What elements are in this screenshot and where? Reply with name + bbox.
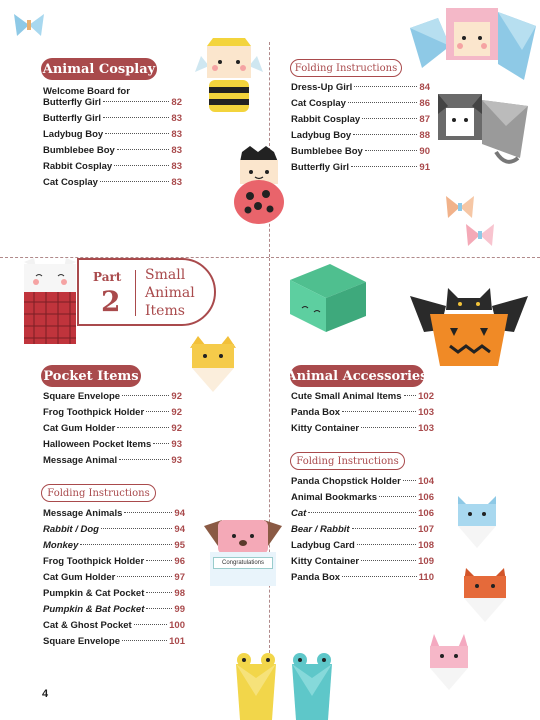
part-2-title-box [77, 258, 216, 326]
toc-entry[interactable] [43, 111, 182, 127]
toc-entry[interactable] [291, 554, 434, 570]
butterfly-girl-origami-icon [410, 6, 536, 82]
toc-entry-title: Kitty Container [291, 556, 360, 567]
toc-entry-title: Rabbit Cosplay [43, 161, 113, 172]
toc-entry[interactable] [291, 538, 434, 554]
toc-entry[interactable] [291, 405, 434, 421]
rabbit-bookmark-origami-icon [426, 634, 472, 692]
ladybug-boy-origami-icon [228, 146, 290, 226]
bumblebee-boy-origami-icon [195, 36, 263, 116]
pocket-items-list [43, 389, 182, 469]
toc-entry[interactable] [43, 175, 182, 191]
toc-entry-page: 103 [418, 407, 434, 418]
toc-entry-title: Dress-Up Girl [291, 82, 353, 93]
folding-instructions-list [43, 506, 185, 650]
toc-entry-title: Rabbit / Dog [43, 524, 99, 535]
toc-entry[interactable] [43, 127, 182, 143]
toc-entry-title: Monkey [43, 540, 79, 551]
toc-entry-page: 106 [418, 492, 434, 503]
toc-entry[interactable] [43, 159, 182, 175]
toc-entry-title: Welcome Board for [43, 86, 130, 97]
toc-entry[interactable] [291, 522, 434, 538]
toc-entry-page: 101 [169, 636, 185, 647]
toc-entry[interactable] [291, 490, 434, 506]
toc-entry[interactable] [43, 506, 185, 522]
toc-entry-page: 86 [419, 98, 430, 109]
folding-instructions-heading: Folding Instructions [41, 484, 156, 502]
toc-entry[interactable] [43, 522, 185, 538]
toc-entry-page: 83 [171, 129, 182, 140]
toc-entry-page: 108 [418, 540, 434, 551]
toc-entry-page: 82 [171, 97, 182, 108]
toc-entry-title: Ladybug Boy [43, 129, 104, 140]
toc-entry-title: Kitty Container [291, 423, 360, 434]
toc-entry-page: 99 [174, 604, 185, 615]
toc-entry[interactable] [291, 128, 430, 144]
toc-entry-page: 95 [174, 540, 185, 551]
cat-box-origami-icon [286, 262, 370, 334]
toc-entry-page: 98 [174, 588, 185, 599]
congratulations-card: Congratulations [213, 557, 273, 569]
toc-entry-title: Cat Cosplay [291, 98, 346, 109]
part-label: Part [93, 270, 122, 284]
toc-entry-title: Square Envelope [43, 391, 121, 402]
toc-entry-title: Halloween Pocket Items [43, 439, 152, 450]
toc-entry[interactable] [291, 421, 434, 437]
toc-entry[interactable] [43, 86, 182, 108]
toc-entry[interactable] [43, 405, 182, 421]
part-separator [135, 270, 136, 316]
animal-accessories-heading: Animal Accessories [290, 365, 424, 387]
folding-instructions-heading: Folding Instructions [290, 452, 405, 470]
toc-entry-page: 88 [419, 130, 430, 141]
cat-cosplay-origami-icon [436, 92, 528, 168]
toc-entry-title: Rabbit Cosplay [291, 114, 361, 125]
toc-entry[interactable] [291, 144, 430, 160]
toc-entry[interactable] [43, 618, 185, 634]
toc-entry-title: Ladybug Card [291, 540, 355, 551]
toc-entry-page: 92 [171, 391, 182, 402]
animal-accessories-list [291, 389, 434, 437]
toc-entry-title: Bear / Rabbit [291, 524, 350, 535]
toc-entry-page: 94 [174, 508, 185, 519]
toc-entry[interactable] [43, 570, 185, 586]
page-number: 4 [42, 688, 49, 700]
toc-entry[interactable] [291, 96, 430, 112]
toc-entry-page: 92 [171, 407, 182, 418]
toc-entry-title: Ladybug Boy [291, 130, 352, 141]
column-divider-bottom [269, 258, 270, 658]
toc-entry[interactable] [43, 554, 185, 570]
toc-entry-title: Butterfly Girl [291, 162, 350, 173]
toc-entry[interactable] [43, 586, 185, 602]
animal-cosplay-heading: Animal Cosplay [41, 58, 157, 80]
toc-entry-page: 104 [418, 476, 434, 487]
toc-entry-title: Pumpkin & Cat Pocket [43, 588, 145, 599]
toc-entry-title: Butterfly Girl [43, 113, 102, 124]
toc-entry-title: Cat [291, 508, 307, 519]
toc-entry-page: 93 [171, 439, 182, 450]
part-number: 2 [101, 285, 121, 318]
toc-entry-page: 93 [171, 455, 182, 466]
toc-entry-page: 110 [418, 572, 434, 583]
pocket-items-heading: Pocket Items [41, 365, 141, 387]
toc-entry[interactable] [43, 602, 185, 618]
plaid-cat-origami-icon [22, 258, 78, 346]
toc-entry[interactable] [291, 112, 430, 128]
fox-bookmark-origami-icon [460, 566, 510, 624]
toc-entry-page: 83 [171, 145, 182, 156]
folding-instructions-list [291, 474, 434, 586]
folding-instructions-heading: Folding Instructions [290, 59, 402, 77]
toc-entry-title: Panda Box [291, 407, 341, 418]
toc-entry-page: 102 [418, 391, 434, 402]
toc-entry[interactable] [43, 143, 182, 159]
bow-origami-icon [446, 196, 474, 218]
toc-entry-title: Message Animals [43, 508, 123, 519]
toc-entry-page: 106 [418, 508, 434, 519]
toc-entry-page: 94 [174, 524, 185, 535]
toc-entry-page: 100 [169, 620, 185, 631]
cat-bookmark-origami-icon [454, 494, 500, 550]
toc-entry-page: 83 [171, 177, 182, 188]
toc-entry-page: 83 [171, 161, 182, 172]
toc-entry-title: Frog Toothpick Holder [43, 556, 145, 567]
toc-entry-title: Cat Cosplay [43, 177, 98, 188]
toc-entry-page: 91 [419, 162, 430, 173]
toc-entry-title: Cat Gum Holder [43, 423, 116, 434]
toc-entry[interactable] [291, 389, 434, 405]
toc-entry-title: Frog Toothpick Holder [43, 407, 145, 418]
toc-entry-page: 90 [419, 146, 430, 157]
frog-toothpick-holder-origami-icon [288, 652, 336, 720]
toc-entry-page: 84 [419, 82, 430, 93]
toc-entry-title: Animal Bookmarks [291, 492, 378, 503]
toc-entry[interactable] [43, 538, 185, 554]
frog-toothpick-holder-origami-icon [232, 652, 280, 720]
toc-entry-page: 92 [171, 423, 182, 434]
toc-entry-title: Cat & Ghost Pocket [43, 620, 132, 631]
toc-entry[interactable] [43, 437, 182, 453]
toc-entry[interactable] [43, 389, 182, 405]
toc-entry[interactable] [291, 474, 434, 490]
dog-message-card-origami-icon [202, 516, 284, 590]
toc-entry-page: 83 [171, 113, 182, 124]
toc-entry[interactable] [291, 506, 434, 522]
toc-entry-page: 97 [174, 572, 185, 583]
toc-entry[interactable] [43, 634, 185, 650]
toc-entry-title: Panda Chopstick Holder [291, 476, 401, 487]
butterfly-origami-icon [12, 12, 46, 38]
toc-entry-page: 109 [418, 556, 434, 567]
pumpkin-bat-origami-icon [410, 282, 528, 372]
toc-entry-page: 96 [174, 556, 185, 567]
toc-entry-title: Square Envelope [43, 636, 121, 647]
toc-entry-page: 87 [419, 114, 430, 125]
animal-cosplay-list [43, 86, 182, 191]
toc-entry[interactable] [43, 421, 182, 437]
toc-entry-title: Pumpkin & Bat Pocket [43, 604, 145, 615]
folding-instructions-list [291, 80, 430, 176]
toc-entry[interactable] [43, 453, 182, 469]
toc-entry-title: Cat Gum Holder [43, 572, 116, 583]
toc-entry-title: Bumblebee Boy [291, 146, 363, 157]
toc-entry[interactable] [291, 160, 430, 176]
toc-entry-title: Message Animal [43, 455, 118, 466]
part-title: Small Animal Items [145, 267, 195, 319]
cat-pocket-origami-icon [188, 334, 238, 394]
toc-entry-title: Cute Small Animal Items [291, 391, 402, 402]
toc-entry-title: Butterfly Girl [43, 97, 102, 108]
toc-entry[interactable] [291, 80, 430, 96]
bow-origami-icon [466, 224, 494, 246]
toc-entry-title: Panda Box [291, 572, 341, 583]
toc-entry-title: Bumblebee Boy [43, 145, 115, 156]
toc-entry-page: 103 [418, 423, 434, 434]
toc-entry-page: 107 [418, 524, 434, 535]
toc-entry[interactable] [291, 570, 434, 586]
